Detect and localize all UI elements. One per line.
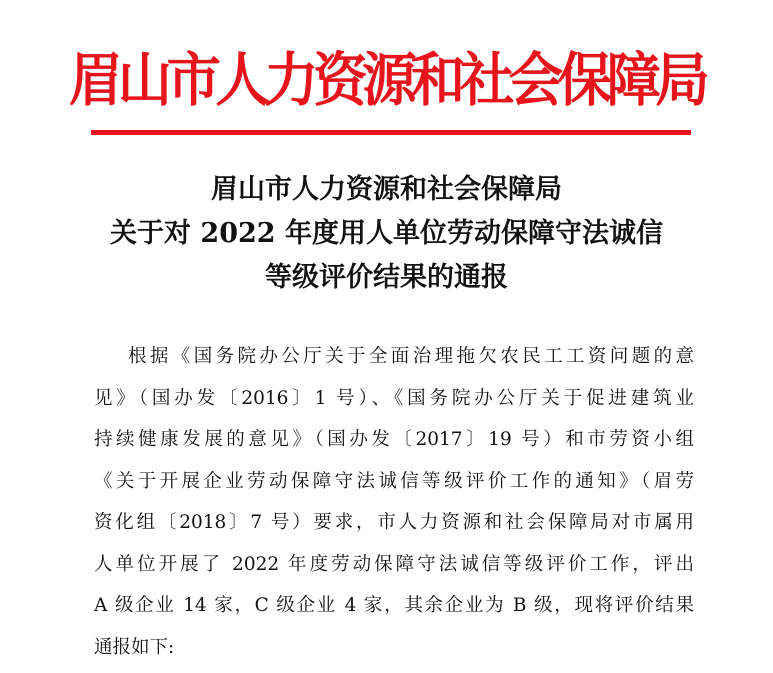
body-line: 持续健康发展的意见》（国办发〔2017〕19 号）和市劳资小组 — [94, 429, 694, 450]
title-line-2: 关于对 2022 年度用人单位劳动保障守法诚信 — [110, 218, 663, 249]
body-line: 《关于开展企业劳动保障守法诚信等级评价工作的通知》（眉劳 — [94, 470, 694, 492]
body-line: 通报如下: — [94, 636, 175, 658]
body-line: 根据《国务院办公厅关于全面治理拖欠农民工工资问题的意 — [128, 346, 694, 367]
title-line-3: 等级评价结果的通报 — [265, 262, 508, 293]
title-line-1: 眉山市人力资源和社会保障局 — [211, 174, 562, 205]
document-title — [0, 168, 773, 300]
letterhead-red-rule — [91, 130, 691, 135]
document-body — [94, 336, 694, 668]
body-line: A 级企业 14 家，C 级企业 4 家，其余企业为 B 级，现将评价结果 — [94, 595, 694, 616]
letterhead-org-name: 眉山市人力资源和社会保障局 — [68, 46, 705, 114]
body-line: 资化组〔2018〕7 号）要求，市人力资源和社会保障局对市属用 — [94, 512, 694, 533]
body-line: 人单位开展了 2022 年度劳动保障守法诚信等级评价工作，评出 — [94, 553, 694, 575]
body-line: 见》（国办发〔2016〕1 号）、《国务院办公厅关于促进建筑业 — [94, 387, 694, 409]
